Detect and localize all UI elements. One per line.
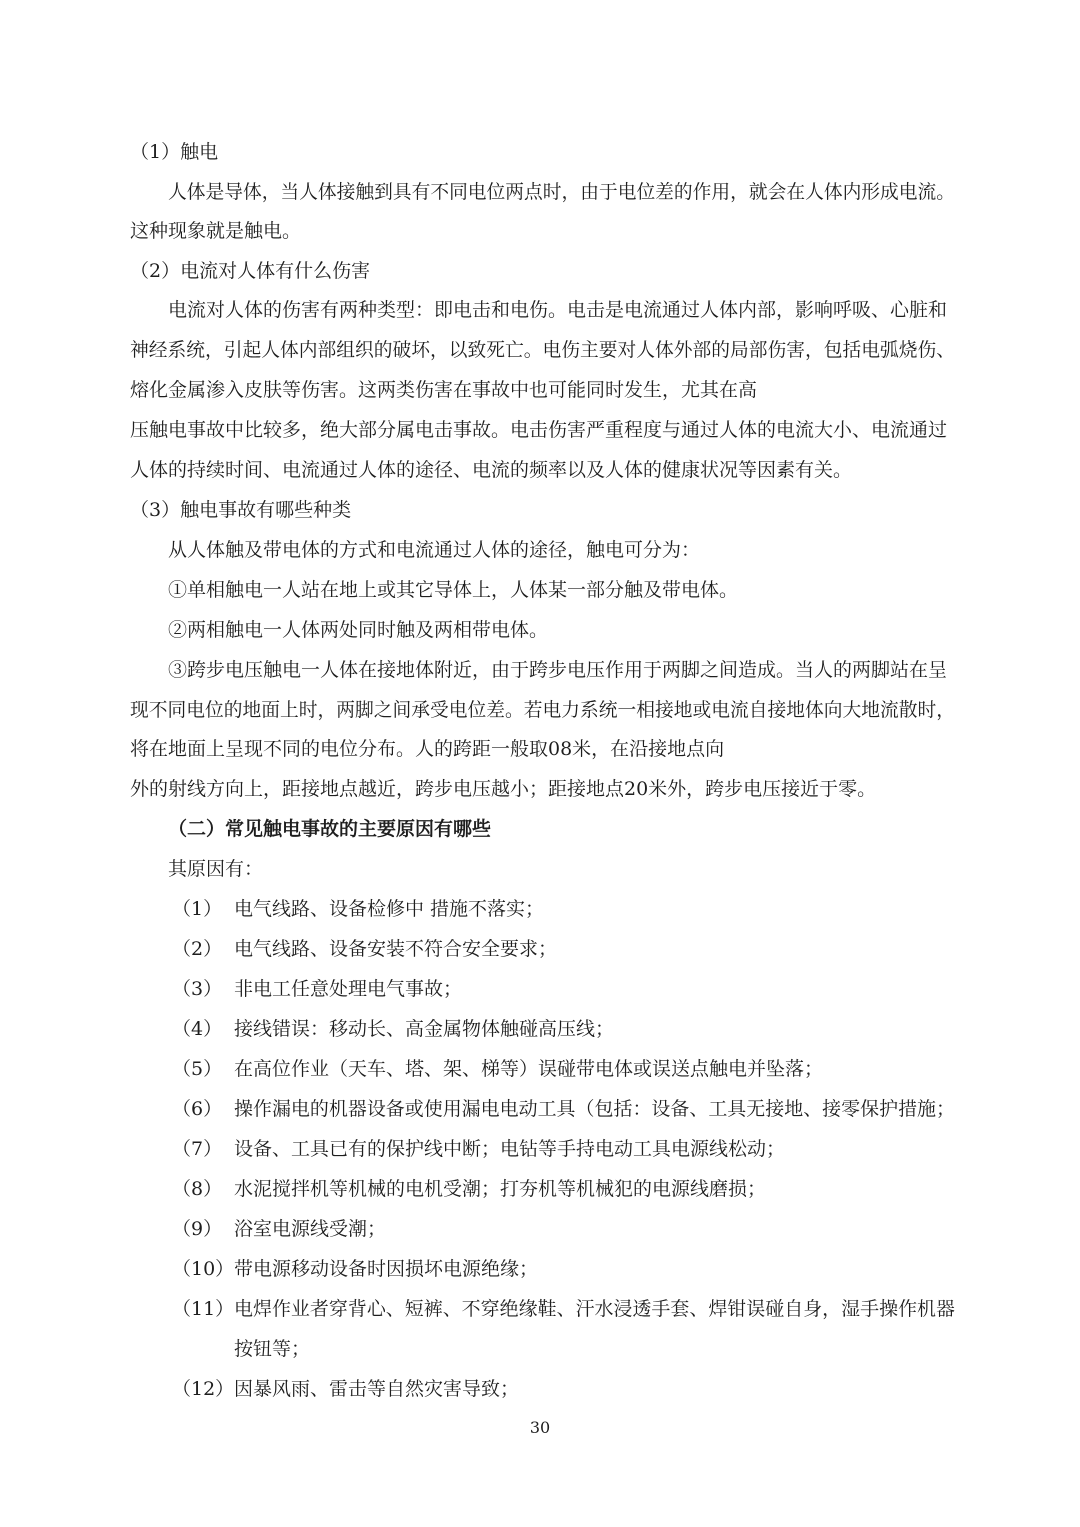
item-number: （5） — [172, 1058, 223, 1080]
item-number: （2） — [172, 938, 223, 960]
list-item: 接线错误：移动长、高金属物体触碰高压线； — [234, 1018, 615, 1040]
para-line: 熔化金属渗入皮肤等伤害。这两类伤害在事故中也可能同时发生，尤其在高 — [130, 379, 758, 401]
list-item: 电气线路、设备安装不符合安全要求； — [234, 938, 558, 960]
item-number: （9） — [172, 1218, 223, 1240]
para-line: ③跨步电压触电一人体在接地体附近，由于跨步电压作用于两脚之间造成。当人的两脚站在呈 — [168, 659, 948, 681]
para-line: 外的射线方向上，距接地点越近，跨步电压越小；距接地点20米外，跨步电压接近于零。 — [130, 778, 877, 800]
item-number: （10） — [172, 1258, 235, 1280]
para-line: 从人体触及带电体的方式和电流通过人体的途径，触电可分为： — [168, 539, 701, 561]
para-line: 人体的持续时间、电流通过人体的途径、电流的频率以及人体的健康状况等因素有关。 — [130, 459, 853, 481]
item-number: （12） — [172, 1378, 235, 1400]
para-line: ②两相触电一人体两处同时触及两相带电体。 — [168, 619, 549, 641]
list-item: 电气线路、设备检修中 措施不落实； — [234, 898, 545, 920]
list-item: 带电源移动设备时因损坏电源绝缘； — [234, 1258, 539, 1280]
list-item: 在高位作业（天车、塔、架、梯等）误碰带电体或误送点触电并坠落； — [234, 1058, 824, 1080]
item-number: （6） — [172, 1098, 223, 1120]
heading-2: （2）电流对人体有什么伤害 — [130, 260, 371, 282]
item-number: （3） — [172, 978, 223, 1000]
list-item: 设备、工具已有的保护线中断；电钻等手持电动工具电源线松动； — [234, 1138, 786, 1160]
list-item: 因暴风雨、雷击等自然灾害导致； — [234, 1378, 520, 1400]
item-number: （7） — [172, 1138, 223, 1160]
list-item: 水泥搅拌机等机械的电机受潮；打夯机等机械犯的电源线磨损； — [234, 1178, 767, 1200]
list-item: 电焊作业者穿背心、短裤、不穿绝缘鞋、汗水浸透手套、焊钳误碰自身，湿手操作机器 — [234, 1298, 956, 1320]
para-line: 现不同电位的地面上时，两脚之间承受电位差。若电力系统一相接地或电流自接地体向大地流散时， — [130, 699, 955, 721]
para-line: 神经系统，引起人体内部组织的破坏，以致死亡。电伤主要对人体外部的局部伤害，包括电弧烧伤、 — [130, 339, 955, 361]
section-heading: （二）常见触电事故的主要原因有哪些 — [168, 818, 492, 840]
para-line: 人体是导体，当人体接触到具有不同电位两点时，由于电位差的作用，就会在人体内形成电流。 — [168, 181, 956, 203]
para-line: 这种现象就是触电。 — [130, 220, 302, 242]
list-item: 浴室电源线受潮； — [234, 1218, 387, 1240]
para-line: 将在地面上呈现不同的电位分布。人的跨距一般取08米，在沿接地点向 — [130, 738, 725, 760]
heading-1: （1）触电 — [130, 141, 219, 163]
heading-3: （3）触电事故有哪些种类 — [130, 499, 352, 521]
para-line: 压触电事故中比较多，绝大部分属电击事故。电击伤害严重程度与通过人体的电流大小、电流通过 — [130, 419, 948, 441]
list-item-continued: 按钮等； — [234, 1338, 311, 1360]
item-number: （11） — [172, 1298, 235, 1320]
page-number: 30 — [529, 1418, 551, 1437]
list-item: 操作漏电的机器设备或使用漏电电动工具（包括：设备、工具无接地、接零保护措施； — [234, 1098, 956, 1120]
item-number: （8） — [172, 1178, 223, 1200]
item-number: （4） — [172, 1018, 223, 1040]
item-number: （1） — [172, 898, 223, 920]
para-line: 电流对人体的伤害有两种类型：即电击和电伤。电击是电流通过人体内部，影响呼吸、心脏和 — [168, 299, 948, 321]
para-line: 其原因有： — [168, 858, 264, 880]
para-line: ①单相触电一人站在地上或其它导体上，人体某一部分触及带电体。 — [168, 579, 739, 601]
list-item: 非电工任意处理电气事故； — [234, 978, 463, 1000]
